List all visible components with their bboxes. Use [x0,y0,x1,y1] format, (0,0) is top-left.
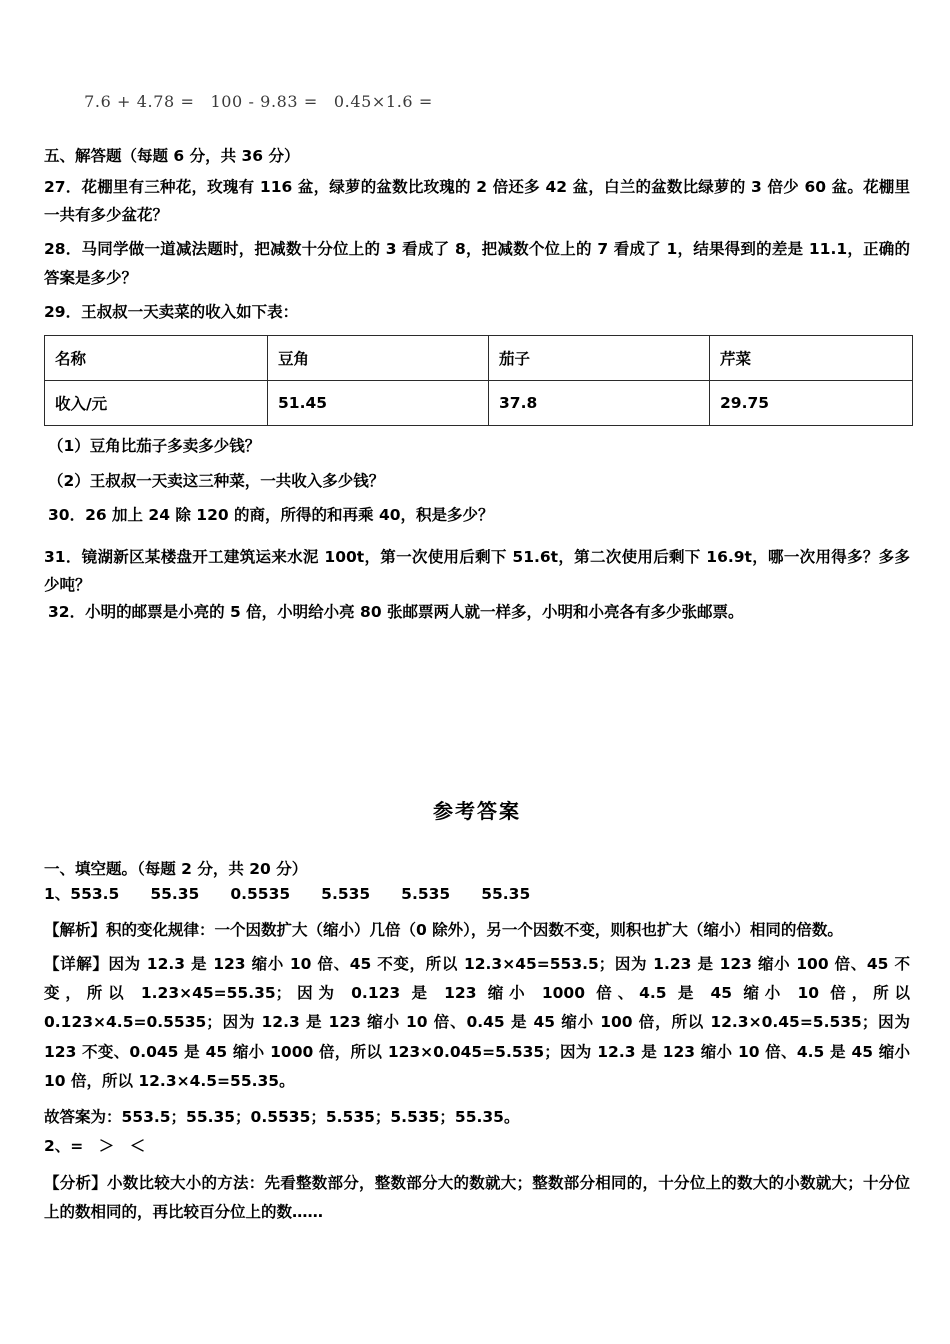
calculation-row [44,78,910,126]
table-row [45,336,913,381]
question-29-sub-2: （2）王叔叔一天卖这三种菜，一共收入多少钱？ [48,471,385,490]
answer-item-1-detail: 【详解】因为 12.3 是 123 缩小 10 倍、45 不变，所以 12.3×45=553.5；因为 1.23 是 123 缩小 100 倍、45 不变，所以 1.23×45=55.35；因为 0.123 是 123 缩小 1000 倍、4.5 是 45 缩小 10 倍，所以 0.123×4.5=0.5535；因为 12.3 是 123 缩小 10 倍、0.45 是 45 缩小 100 倍，所以 12.3×0.45=5.535；因为 123 不变、0.045 是 45 缩小 1000 倍，所以 123×0.045=5.535；因为 12.3 是 123 缩小 10 倍、4.5 是 45 缩小 10 倍，所以 12.3×4.5=55.35。 [44,955,910,1090]
question-32: 32．小明的邮票是小亮的 5 倍，小明给小亮 80 张邮票两人就一样多，小明和小亮各有多少张邮票。 [48,602,744,621]
table-cell-value: 37.8 [489,381,710,426]
calc-expression-3: 0.45×1.6 = [333,92,433,111]
answers-title: 参考答案 [433,799,521,823]
answers-body [44,862,910,1232]
answer-item-1-analysis: 【解析】积的变化规律：一个因数扩大（缩小）几倍（0 除外），另一个因数不变，则积也扩大（缩小）相同的倍数。 [44,921,843,939]
table-cell-value: 29.75 [710,381,913,426]
paper-content [44,78,910,639]
question-29-sub-1: （1）豆角比茄子多卖多少钱？ [48,437,261,456]
table-cell-value: 芹菜 [710,336,913,381]
table-cell-value: 51.45 [268,381,489,426]
question-27: 27．花棚里有三种花，玫瑰有 116 盆，绿萝的盆数比玫瑰的 2 倍还多 42 盆，白兰的盆数比绿萝的 3 倍少 60 盆。花棚里一共有多少盆花？ [44,178,910,225]
calc-expression-1: 7.6 + 4.78 = [84,92,195,111]
table-cell-label: 名称 [45,336,268,381]
calc-expression-2: 100 - 9.83 = [210,92,318,111]
answers-section-one-heading: 一、填空题。（每题 2 分，共 20 分） [44,860,308,878]
answer-item-1: 1、553.5 55.35 0.5535 5.535 5.535 55.35 [44,884,531,903]
answer-item-2: 2、= ＞ ＜ [44,1137,146,1156]
section-five-heading: 五、解答题（每题 6 分，共 36 分） [44,147,300,165]
income-table [44,335,913,426]
answers-title-wrap [44,795,910,824]
answer-item-2-analysis: 【分析】小数比较大小的方法：先看整数部分，整数部分大的数就大；整数部分相同的，十分位上的数大的小数就大；十分位上的数相同的，再比较百分位上的数…… [44,1173,910,1221]
table-row [45,381,913,426]
question-28: 28．马同学做一道减法题时，把减数十分位上的 3 看成了 8，把减数个位上的 7 看成了 1，结果得到的差是 11.1，正确的答案是多少？ [44,240,910,287]
table-cell-value: 茄子 [489,336,710,381]
table-cell-label: 收入/元 [45,381,268,426]
answer-item-1-conclusion: 故答案为：553.5；55.35；0.5535；5.535；5.535；55.35。 [44,1107,520,1126]
question-29: 29．王叔叔一天卖菜的收入如下表： [44,302,299,321]
question-30: 30．26 加上 24 除 120 的商，所得的和再乘 40，积是多少？ [48,506,494,525]
table-cell-value: 豆角 [268,336,489,381]
question-31: 31．镜湖新区某楼盘开工建筑运来水泥 100t，第一次使用后剩下 51.6t，第二次使用后剩下 16.9t，哪一次用得多？多多少吨？ [44,547,910,594]
